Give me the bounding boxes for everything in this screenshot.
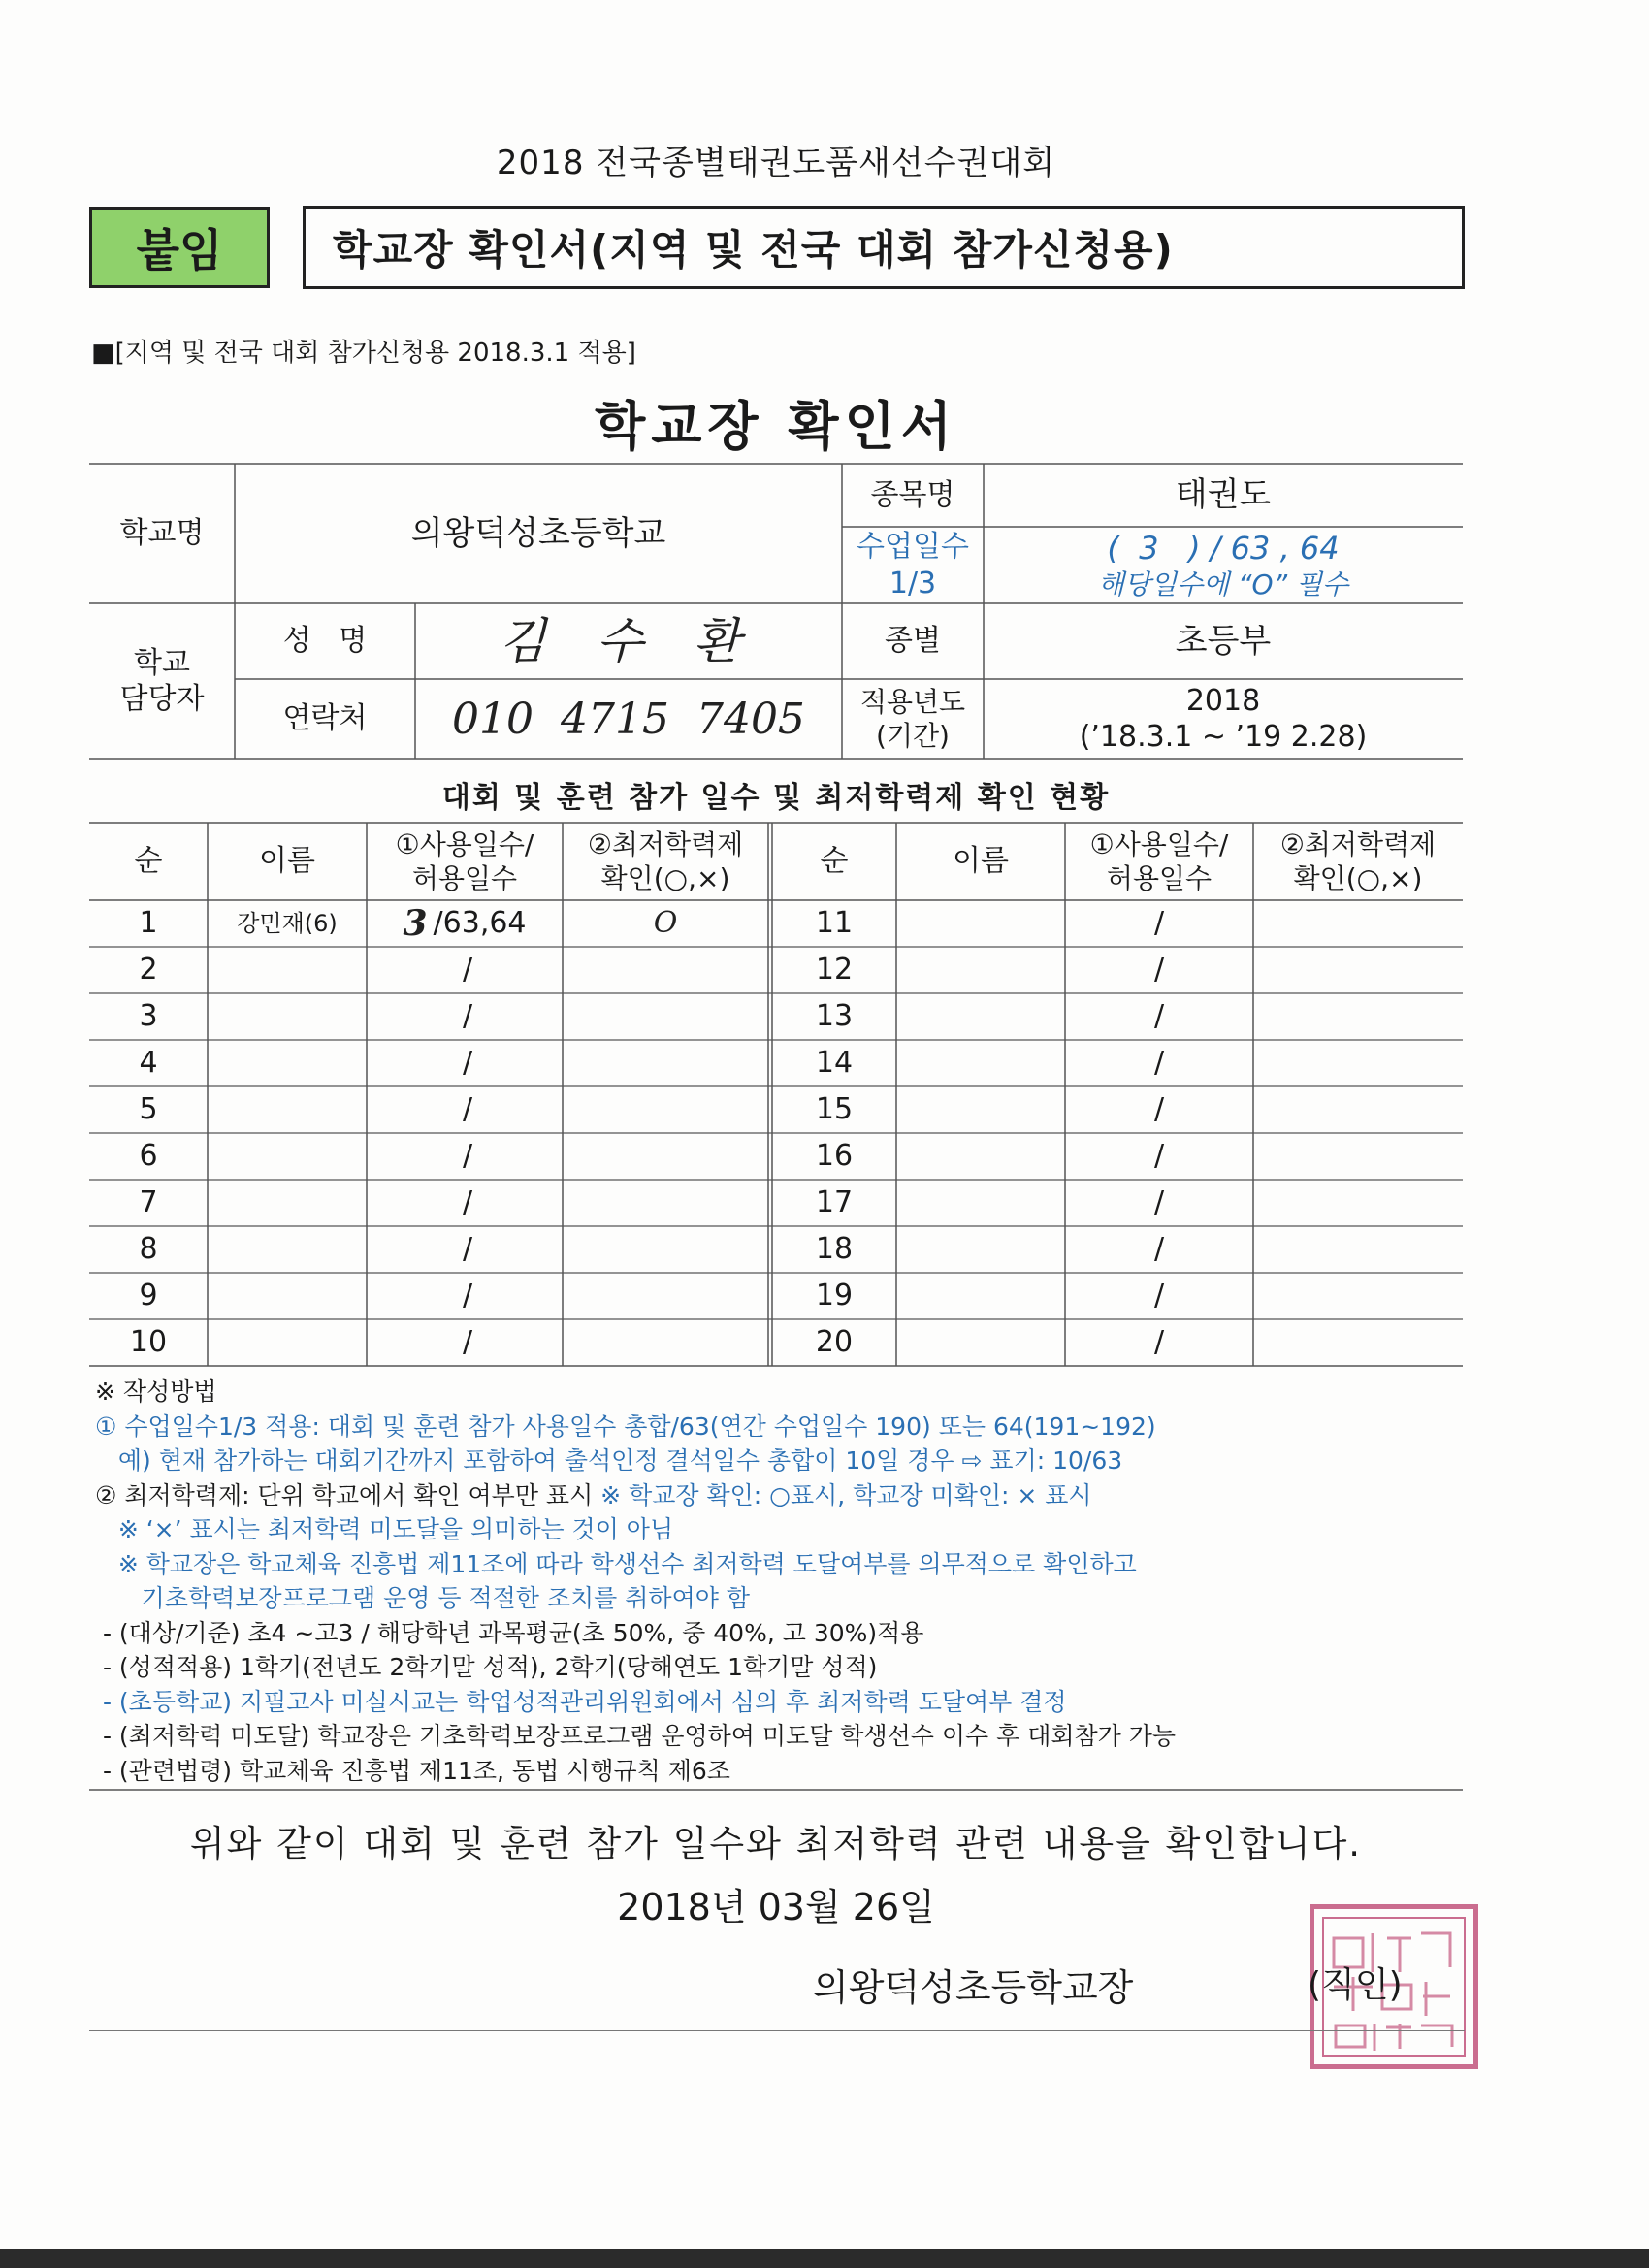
row-check-mark <box>563 1273 768 1319</box>
col-header-check-right: ②최저학력제 확인(○,×) <box>1279 828 1437 894</box>
row-check-mark <box>563 1086 768 1133</box>
row-no: 14 <box>815 1046 854 1081</box>
row-allowed-days: / <box>462 1232 473 1267</box>
name-label: 성 명 <box>282 624 368 659</box>
row-no: 6 <box>139 1139 158 1174</box>
row-no: 20 <box>815 1325 854 1360</box>
col-header-days-left: ①사용일수/ 허용일수 <box>395 828 534 894</box>
class-days-value-block <box>984 527 1463 603</box>
row-allowed-days: / <box>462 999 473 1034</box>
row-no: 15 <box>815 1092 854 1127</box>
applicable-year-block <box>984 679 1463 759</box>
principal-name: 의왕덕성초등학교장 <box>813 1966 1134 2009</box>
row-days-cell <box>367 1319 563 1366</box>
instruction-line: 예) 현재 참가하는 대회기간까지 포함하여 출석인정 결석일수 총합이 10일 경우 ⇨ 표기: 10/63 <box>95 1446 1123 1474</box>
row-days-slash: / <box>1153 1092 1165 1127</box>
row-check-mark <box>1253 1086 1463 1133</box>
category-label: 종별 <box>885 624 941 659</box>
row-student-name <box>896 993 1065 1040</box>
row-check-mark <box>563 947 768 993</box>
col-header-no-right: 순 <box>820 844 849 879</box>
instruction-line: - (관련법령) 학교체육 진흥법 제11조, 동법 시행규칙 제6조 <box>95 1756 730 1785</box>
row-allowed-days: / <box>462 1139 473 1174</box>
row-check-mark <box>1253 1180 1463 1226</box>
row-allowed-days: / <box>462 953 473 988</box>
row-days-slash: / <box>1153 953 1165 988</box>
row-check-mark <box>1253 1133 1463 1180</box>
row-check-mark <box>1253 1226 1463 1273</box>
row-student-name <box>208 993 367 1040</box>
main-title: 학교장 확인서 <box>595 396 957 457</box>
sport-value: 태권도 <box>1175 475 1272 515</box>
class-days-label-text: 수업일수 <box>857 530 969 564</box>
row-check-mark <box>1253 947 1463 993</box>
contact-name-value: 김 수 환 <box>499 612 759 669</box>
applicable-year-period: (’18.3.1 ~ ’19 2.28) <box>1079 720 1368 754</box>
applicable-year-label: 적용년도 (기간) <box>859 686 966 752</box>
row-no: 1 <box>139 906 158 941</box>
row-no: 12 <box>815 953 854 988</box>
contact-group-label: 학교 담당자 <box>119 645 205 716</box>
row-days-cell <box>367 1086 563 1133</box>
row-check-mark <box>1253 1273 1463 1319</box>
row-used-days: 3 <box>403 902 428 944</box>
row-student-name <box>896 1086 1065 1133</box>
row-days-slash: / <box>1153 1139 1165 1174</box>
col-header-no-left: 순 <box>134 844 163 879</box>
row-no: 5 <box>139 1092 158 1127</box>
instruction-line: - (초등학교) 지필고사 미실시교는 학업성적관리위원회에서 심의 후 최저학력 도달여부 결정 <box>95 1687 1067 1716</box>
row-student-name <box>208 1226 367 1273</box>
row-student-name <box>208 1273 367 1319</box>
instruction-line: - (성적적용) 1학기(전년도 2학기말 성적), 2학기(당해연도 1학기말 성적) <box>95 1653 878 1681</box>
attachment-tag: 붙임 <box>89 207 270 288</box>
row-student-name <box>208 1040 367 1086</box>
row-allowed-days: / <box>462 1046 473 1081</box>
instruction-line: - (최저학력 미도달) 학교장은 기초학력보장프로그램 운영하여 미도달 학생선수 이수 후 대회참가 가능 <box>95 1722 1177 1750</box>
row-days-cell <box>367 1273 563 1319</box>
row-days-slash: / <box>1153 1325 1165 1360</box>
event-title: 2018 전국종별태권도품새선수권대회 <box>496 144 1056 182</box>
col-header-name-left: 이름 <box>259 844 315 879</box>
row-check-mark <box>1253 900 1463 947</box>
row-student-name <box>896 1133 1065 1180</box>
signature-date: 2018년 03월 26일 <box>617 1886 935 1928</box>
col-header-days-right: ①사용일수/ 허용일수 <box>1089 828 1229 894</box>
row-days-slash: / <box>1153 1185 1165 1220</box>
instruction-line: ※ ‘×’ 표시는 최저학력 미도달을 의미하는 것이 아님 <box>95 1515 674 1543</box>
row-days-cell <box>367 1133 563 1180</box>
confirmation-sentence: 위와 같이 대회 및 훈련 참가 일수와 최저학력 관련 내용을 확인합니다. <box>189 1823 1363 1864</box>
row-student-name: 강민재(6) <box>237 910 338 937</box>
document-heading: 학교장 확인서(지역 및 전국 대회 참가신청용) <box>303 206 1465 289</box>
school-name-value: 의왕덕성초등학교 <box>410 513 666 553</box>
col-header-check-left: ②최저학력제 확인(○,×) <box>587 828 744 894</box>
row-student-name <box>896 1319 1065 1366</box>
instruction-line: ※ 작성방법 <box>95 1377 217 1406</box>
class-days-note: 해당일수에 “O” 필수 <box>1097 568 1349 600</box>
phone-label: 연락처 <box>282 701 368 736</box>
instruction-line: - (대상/기준) 초4 ~고3 / 해당학년 과목평균(초 50%, 중 40%, 고 30%)적용 <box>95 1618 924 1647</box>
row-no: 13 <box>815 999 854 1034</box>
row-no: 8 <box>139 1232 158 1267</box>
row-days-cell <box>367 1180 563 1226</box>
row-days-cell <box>367 900 563 947</box>
row-allowed-days: / <box>462 1325 473 1360</box>
row-check-mark: O <box>653 906 678 941</box>
row-student-name <box>208 1133 367 1180</box>
row-student-name <box>896 1040 1065 1086</box>
row-no: 18 <box>815 1232 854 1267</box>
row-check-mark <box>563 1226 768 1273</box>
instruction-part: ② 최저학력제: 단위 학교에서 확인 여부만 표시 <box>95 1480 601 1509</box>
row-allowed-days: /63,64 <box>433 906 527 941</box>
applicable-year-value: 2018 <box>1185 683 1261 718</box>
row-allowed-days: / <box>462 1092 473 1127</box>
class-days-label <box>842 527 984 603</box>
row-check-mark <box>563 1133 768 1180</box>
row-student-name <box>208 947 367 993</box>
row-no: 17 <box>815 1185 854 1220</box>
instruction-line: 기초학력보장프로그램 운영 등 적절한 조치를 취하여야 함 <box>95 1584 750 1612</box>
category-value: 초등부 <box>1175 621 1272 661</box>
class-days-value: ( 3 ) / 63 , 64 <box>1107 530 1340 567</box>
sport-label: 종목명 <box>870 477 955 512</box>
class-days-fraction: 1/3 <box>889 566 937 600</box>
row-no: 9 <box>139 1279 158 1313</box>
row-no: 4 <box>139 1046 158 1081</box>
instruction-part-highlight: ※ 학교장 확인: ○표시, 학교장 미확인: × 표시 <box>600 1480 1092 1509</box>
row-days-slash: / <box>1153 1232 1165 1267</box>
row-days-cell <box>367 1040 563 1086</box>
scan-edge-band <box>0 2249 1649 2268</box>
row-no: 7 <box>139 1185 158 1220</box>
row-student-name <box>208 1086 367 1133</box>
row-days-slash: / <box>1153 1046 1165 1081</box>
school-name-label: 학교명 <box>119 516 205 551</box>
row-check-mark <box>563 1319 768 1366</box>
row-no: 10 <box>129 1325 168 1360</box>
row-student-name <box>896 947 1065 993</box>
row-student-name <box>208 1180 367 1226</box>
row-check-mark <box>1253 1040 1463 1086</box>
seal-label: (직인) <box>1308 1965 1403 2005</box>
instruction-line: ① 수업일수1/3 적용: 대회 및 훈련 참가 사용일수 총합/63(연간 수업일수 190) 또는 64(191~192) <box>95 1411 1156 1441</box>
row-student-name <box>208 1319 367 1366</box>
row-days-cell <box>367 947 563 993</box>
row-check-mark <box>563 993 768 1040</box>
row-allowed-days: / <box>462 1279 473 1313</box>
row-no: 19 <box>815 1279 854 1313</box>
row-days-slash: / <box>1153 999 1165 1034</box>
row-check-mark <box>1253 1319 1463 1366</box>
footer-divider <box>89 2030 1465 2031</box>
row-no: 2 <box>139 953 158 988</box>
instruction-line: ※ 학교장은 학교체육 진흥법 제11조에 따라 학생선수 최저학력 도달여부를 의무적으로 확인하고 <box>95 1549 1137 1578</box>
row-days-slash: / <box>1153 1279 1165 1313</box>
col-header-name-right: 이름 <box>953 844 1009 879</box>
row-student-name <box>896 1226 1065 1273</box>
row-no: 3 <box>139 999 158 1034</box>
row-days-cell <box>367 1226 563 1273</box>
phone-value: 010 4715 7405 <box>452 694 805 744</box>
row-check-mark <box>563 1180 768 1226</box>
row-no: 11 <box>815 906 854 941</box>
form-note: ■[지역 및 전국 대회 참가신청용 2018.3.1 적용] <box>91 339 636 368</box>
row-student-name <box>896 1273 1065 1319</box>
row-check-mark <box>563 1040 768 1086</box>
row-days-slash: / <box>1153 906 1165 941</box>
row-check-mark <box>1253 993 1463 1040</box>
row-student-name <box>896 900 1065 947</box>
row-days-cell <box>367 993 563 1040</box>
row-allowed-days: / <box>462 1185 473 1220</box>
row-student-name <box>896 1180 1065 1226</box>
row-no: 16 <box>815 1139 854 1174</box>
instruction-line <box>95 1476 1092 1511</box>
section-title: 대회 및 훈련 참가 일수 및 최저학력제 확인 현황 <box>441 781 1111 815</box>
